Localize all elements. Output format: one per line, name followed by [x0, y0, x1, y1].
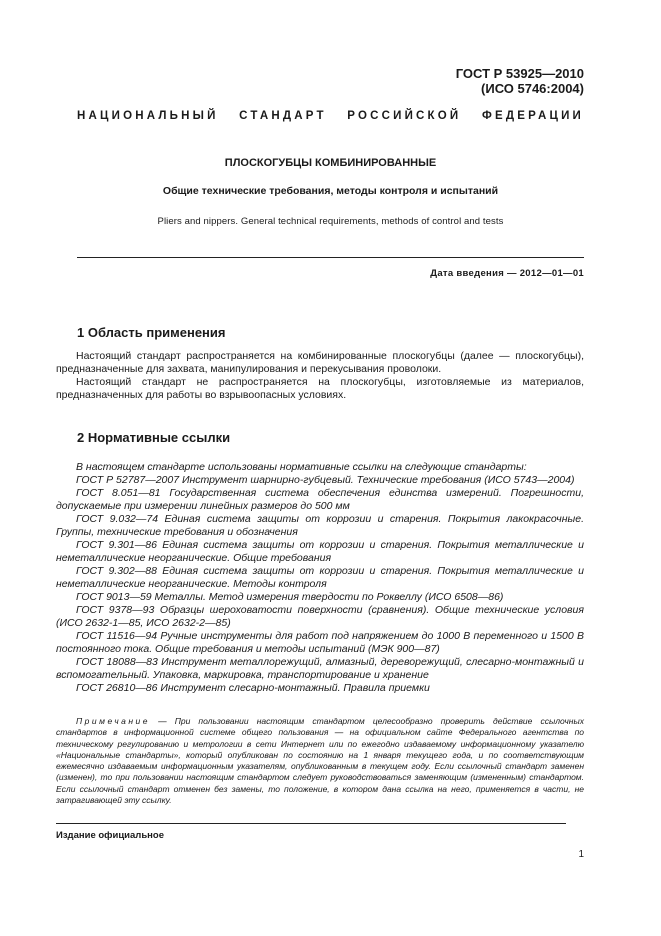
section-2-title: 2 Нормативные ссылки: [77, 430, 231, 445]
reference-item: ГОСТ 9.301—86 Единая система защиты от коррозии и старения. Покрытия металлические и неметаллические неорганические. Общие требования: [56, 539, 584, 564]
reference-item: ГОСТ 9.302—88 Единая система защиты от коррозии и старения. Покрытия металлические и неметаллические неорганические. Методы контроля: [56, 565, 584, 590]
document-subtitle: Общие технические требования, методы контроля и испытаний: [162, 185, 499, 197]
reference-item: ГОСТ 11516—94 Ручные инструменты для работ под напряжением до 1000 В переменного и 1500 В постоянного тока. Общие требования и методы испытаний (МЭК 900—87): [56, 630, 584, 655]
national-standard-heading: [77, 110, 584, 122]
document-title: ПЛОСКОГУБЦЫ КОМБИНИРОВАННЫЕ: [224, 157, 437, 169]
paragraph: Настоящий стандарт распространяется на комбинированные плоскогубцы (далее — плоскогубцы), предназначенные для захвата, манипулирования и перекусывания проволоки.: [56, 350, 584, 375]
reference-item: ГОСТ Р 52787—2007 Инструмент шарнирно-губцевый. Технические требования (ИСО 5743—2004): [76, 474, 575, 486]
section-1-title: 1 Область применения: [77, 325, 226, 340]
normative-references: [56, 461, 584, 695]
introduction-date: Дата введения — 2012—01—01: [430, 268, 584, 279]
official-edition-label: Издание официальное: [56, 830, 164, 841]
reference-item: ГОСТ 18088—83 Инструмент металлорежущий, алмазный, дереворежущий, слесарно-монтажный и вспомогательный. Упаковка, маркировка, транспортирование и хранение: [56, 656, 584, 681]
section-1-body: [56, 350, 584, 402]
reference-item: ГОСТ 26810—86 Инструмент слесарно-монтажный. Правила приемки: [76, 682, 430, 694]
standard-designation: [456, 66, 584, 96]
reference-item: ГОСТ 9013—59 Металлы. Метод измерения твердости по Роквеллу (ИСО 6508—86): [76, 591, 504, 603]
note: [56, 716, 584, 806]
reference-item: ГОСТ 8.051—81 Государственная система обеспечения единства измерений. Погрешности, допускаемые при измерении линейных размеров до 500 мм: [56, 487, 584, 512]
note-label: Примечание: [76, 716, 150, 726]
reference-item: ГОСТ 9378—93 Образцы шероховатости поверхности (сравнения). Общие технические условия (ИСО 2632-1—85, ИСО 2632-2—85): [56, 604, 584, 629]
footer-divider: [56, 823, 566, 824]
reference-intro: В настоящем стандарте использованы нормативные ссылки на следующие стандарты:: [76, 461, 527, 473]
paragraph: Настоящий стандарт не распространяется на плоскогубцы, изготовляемые из материалов, предназначенных для работы во взрывоопасных условиях.: [56, 376, 584, 401]
national-word: РОССИЙСКОЙ: [347, 110, 462, 122]
page-number: 1: [578, 849, 584, 860]
note-text: — При пользовании настоящим стандартом целесообразно проверить действие ссылочных стандартов в информационной системе общего пользования — на официальном сайте Федерального агентства по техническому регулированию и метрологии в сети Интернет или по ежегодно издаваемому информационному указателю «Национальные стандарты», который опубликован по состоянию на 1 января текущего года, и по соответствующим ежемесячно издаваемым информационным указателям, опубликованным в текущем году. Если ссылочный стандарт заменен (изменен), то при пользовании настоящим стандартом следует руководствоваться заменяющим (измененным) стандартом. Если ссылочный стандарт отменен без замены, то положение, в котором дана ссылка на него, применяется в части, не затрагивающей эту ссылку.: [56, 716, 584, 806]
national-word: ФЕДЕРАЦИИ: [481, 110, 584, 122]
reference-item: ГОСТ 9.032—74 Единая система защиты от коррозии и старения. Покрытия лакокрасочные. Группы, технические требования и обозначения: [56, 513, 584, 538]
iso-number: (ИСО 5746:2004): [481, 81, 584, 96]
gost-number: ГОСТ Р 53925—2010: [455, 66, 584, 81]
national-word: НАЦИОНАЛЬНЫЙ: [77, 110, 219, 122]
english-title: Pliers and nippers. General technical requirements, methods of control and tests: [157, 216, 504, 227]
national-word: СТАНДАРТ: [239, 110, 327, 122]
header-divider: [77, 257, 584, 258]
